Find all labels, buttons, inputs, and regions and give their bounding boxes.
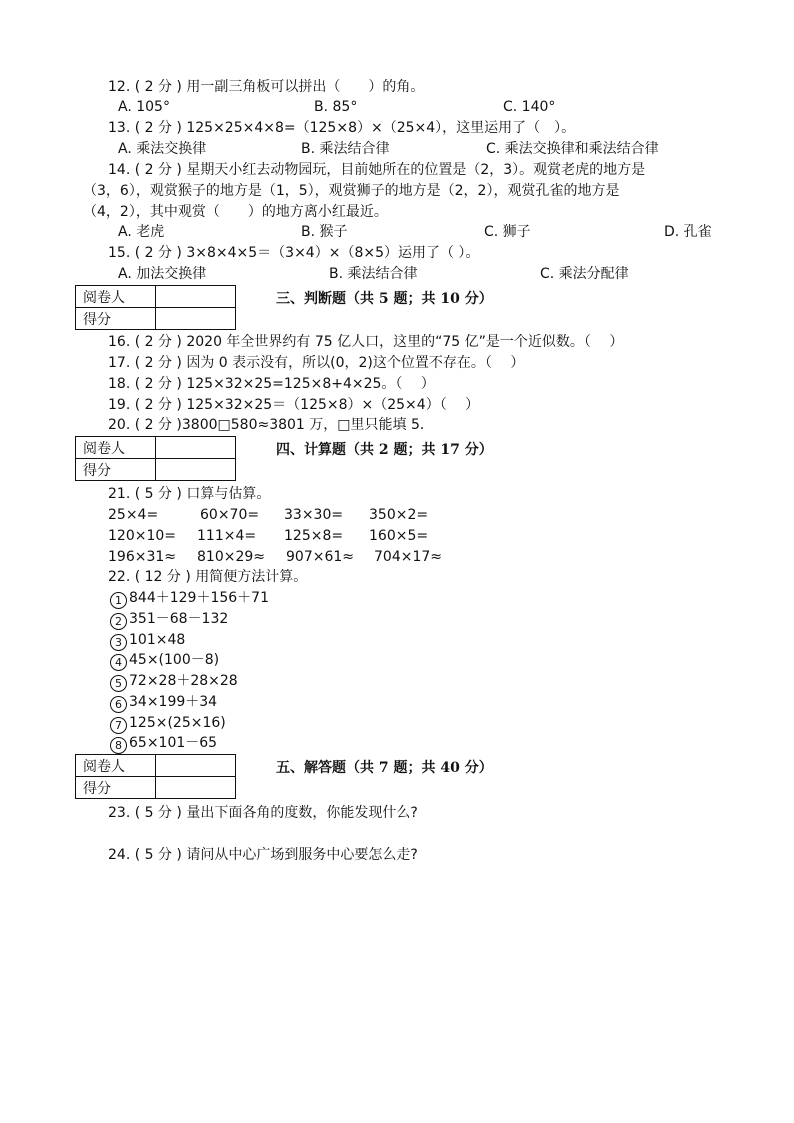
- section-3-heading: 三、判断题（共 5 题；共 10 分）: [276, 291, 493, 307]
- estimate-calc: 196×31≈: [108, 549, 176, 565]
- oral-calc: 125×8=: [284, 528, 344, 544]
- calc-item: [110, 692, 217, 712]
- score-label: 得分: [76, 777, 156, 799]
- question-20: 20. ( 2 分 )3800□580≈3801 万，□里只能填 5．: [108, 417, 434, 433]
- calc-item: [110, 609, 228, 629]
- question-15-stem: 15. ( 2 分 ) 3×8×4×5＝（3×4）×（8×5）运用了（ ）。: [108, 245, 480, 261]
- question-24: 24. ( 5 分 ) 请问从中心广场到服务中心要怎么走?: [108, 847, 418, 863]
- calc-expression: 101×48: [129, 632, 186, 648]
- calc-item: [110, 733, 217, 753]
- q15-option-c: C. 乘法分配律: [540, 266, 629, 282]
- score-cell: [156, 308, 236, 330]
- oral-calc: 60×70=: [200, 507, 260, 523]
- oral-calc: 120×10=: [108, 528, 176, 544]
- calc-expression: 65×101－65: [129, 735, 218, 751]
- item-number-circle: 8: [110, 737, 127, 754]
- q15-option-b: B. 乘法结合律: [329, 266, 418, 282]
- reviewer-cell: [156, 437, 236, 459]
- q15-option-a: A. 加法交换律: [118, 266, 207, 282]
- score-cell: [156, 777, 236, 799]
- question-13-stem: 13. ( 2 分 ) 125×25×4×8=（125×8）×（25×4），这里运用了（ ）。: [108, 120, 576, 136]
- q14-option-c: C. 狮子: [484, 224, 531, 240]
- question-14-line1: 14. ( 2 分 ) 星期天小红去动物园玩，目前她所在的位置是（2，3）。观赏老虎的地方是: [108, 162, 646, 178]
- question-23: 23. ( 5 分 ) 量出下面各角的度数，你能发现什么?: [108, 805, 418, 821]
- item-number-circle: 1: [110, 592, 127, 609]
- calc-expression: 34×199＋34: [129, 694, 218, 710]
- reviewer-label: 阅卷人: [76, 286, 156, 308]
- question-14-line3: （4，2），其中观赏（ ）的地方离小红最近。: [83, 204, 388, 220]
- estimate-calc: 810×29≈: [197, 549, 265, 565]
- calc-expression: 351－68－132: [129, 611, 229, 627]
- reviewer-cell: [156, 286, 236, 308]
- question-18: 18. ( 2 分 ) 125×32×25=125×8+4×25。（ ）: [108, 376, 435, 392]
- calc-expression: 125×(25×16): [129, 715, 226, 731]
- section-4-heading: 四、计算题（共 2 题；共 17 分）: [276, 442, 493, 458]
- item-number-circle: 6: [110, 696, 127, 713]
- score-cell: [156, 459, 236, 481]
- question-21-stem: 21. ( 5 分 ) 口算与估算。: [108, 486, 271, 502]
- q12-option-c: C. 140°: [503, 99, 556, 115]
- question-22-stem: 22. ( 12 分 ) 用简便方法计算。: [108, 569, 308, 585]
- calc-expression: 45×(100－8): [129, 652, 220, 668]
- question-14-line2: （3，6），观赏猴子的地方是（1，5），观赏狮子的地方是（2，2），观赏孔雀的地方是: [83, 183, 620, 199]
- estimate-calc: 704×17≈: [374, 549, 442, 565]
- estimate-calc: 907×61≈: [286, 549, 354, 565]
- grader-table-section-5: [75, 754, 236, 799]
- item-number-circle: 4: [110, 654, 127, 671]
- item-number-circle: 7: [110, 717, 127, 734]
- oral-calc: 350×2=: [369, 507, 429, 523]
- q14-option-d: D. 孔雀: [664, 224, 712, 240]
- calc-item: [110, 588, 269, 608]
- reviewer-label: 阅卷人: [76, 755, 156, 777]
- q14-option-b: B. 猴子: [301, 224, 348, 240]
- calc-expression: 844＋129＋156＋71: [129, 590, 269, 606]
- question-12-stem: 12. ( 2 分 ) 用一副三角板可以拼出（ ）的角。: [108, 79, 425, 95]
- oral-calc: 33×30=: [284, 507, 344, 523]
- calc-expression: 72×28＋28×28: [129, 673, 238, 689]
- grader-table-section-4: [75, 436, 236, 481]
- item-number-circle: 5: [110, 675, 127, 692]
- oral-calc: 25×4=: [108, 507, 159, 523]
- calc-item: [110, 671, 238, 691]
- grader-table-section-3: [75, 285, 236, 330]
- q13-option-c: C. 乘法交换律和乘法结合律: [486, 141, 659, 157]
- calc-item: [110, 630, 185, 650]
- q13-option-a: A. 乘法交换律: [118, 141, 207, 157]
- item-number-circle: 2: [110, 613, 127, 630]
- q13-option-b: B. 乘法结合律: [301, 141, 390, 157]
- question-16: 16. ( 2 分 ) 2020 年全世界约有 75 亿人口，这里的“75 亿”是一个近似数。（ ）: [108, 334, 624, 350]
- q12-option-b: B. 85°: [314, 99, 358, 115]
- oral-calc: 111×4=: [197, 528, 257, 544]
- calc-item: [110, 650, 219, 670]
- reviewer-label: 阅卷人: [76, 437, 156, 459]
- item-number-circle: 3: [110, 634, 127, 651]
- oral-calc: 160×5=: [369, 528, 429, 544]
- score-label: 得分: [76, 459, 156, 481]
- question-19: 19. ( 2 分 ) 125×32×25＝（125×8）×（25×4）（ ）: [108, 397, 480, 413]
- reviewer-cell: [156, 755, 236, 777]
- section-5-heading: 五、解答题（共 7 题；共 40 分）: [276, 760, 493, 776]
- q12-option-a: A. 105°: [118, 99, 170, 115]
- score-label: 得分: [76, 308, 156, 330]
- q14-option-a: A. 老虎: [118, 224, 165, 240]
- question-17: 17. ( 2 分 ) 因为 0 表示没有，所以(0，2)这个位置不存在。（ ）: [108, 355, 525, 371]
- calc-item: [110, 713, 226, 733]
